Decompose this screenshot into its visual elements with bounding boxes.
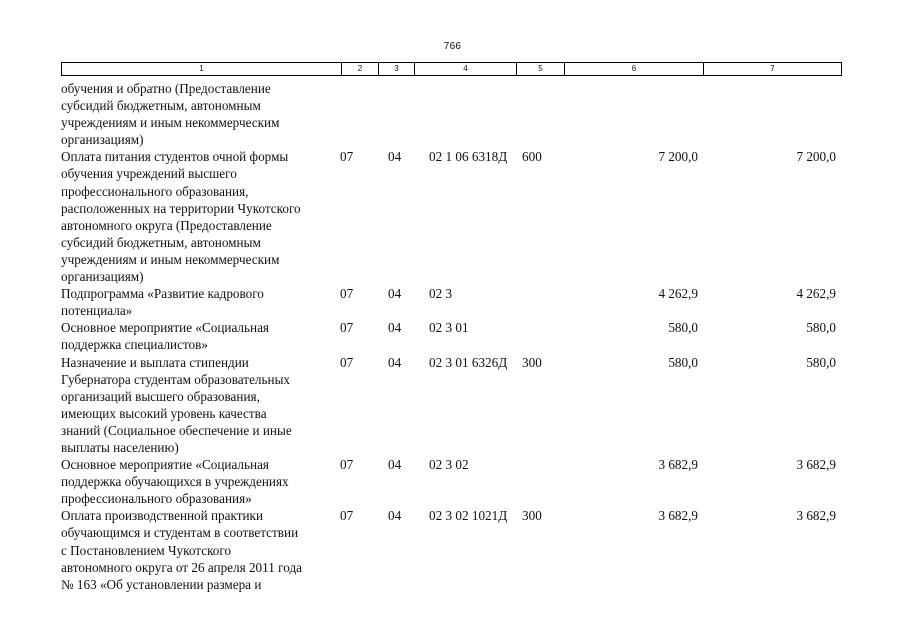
description-line: автономного округа от 26 апреля 2011 года xyxy=(61,559,303,575)
header-col-5: 5 xyxy=(516,62,564,76)
description-line: организациям) xyxy=(61,269,144,285)
target-article-code: 02 3 02 1021Д xyxy=(429,508,508,524)
description-line: учреждениям и иным некоммерческим xyxy=(61,115,280,131)
subsection-code: 04 xyxy=(388,286,402,302)
amount-col-7: 580,0 xyxy=(806,354,836,370)
description-line: № 163 «Об установлении размера и xyxy=(61,576,262,592)
expense-type-code xyxy=(522,456,552,507)
description-line: выплаты населению) xyxy=(61,439,179,455)
table-row xyxy=(61,354,842,457)
description-line: учреждениям и иным некоммерческим xyxy=(61,251,280,267)
amount-col-6: 7 200,0 xyxy=(658,149,698,165)
description-line: знаний (Социальное обеспечение и иные xyxy=(61,422,292,438)
description-line: автономного округа (Предоставление xyxy=(61,217,272,233)
target-article-code: 02 3 xyxy=(429,286,453,302)
amount-col-6: 3 682,9 xyxy=(658,457,698,473)
target-article-code: 02 3 02 xyxy=(429,457,469,473)
row-description xyxy=(61,456,340,507)
subsection-code: 04 xyxy=(388,457,402,473)
header-col-3: 3 xyxy=(378,62,414,76)
subsection-code: 04 xyxy=(388,320,402,336)
description-line: обучающимся и студентам в соответствии xyxy=(61,525,299,541)
description-line: Губернатора студентам образовательных xyxy=(61,371,291,387)
subsection-code xyxy=(377,80,414,148)
table-row xyxy=(61,80,842,148)
table-row xyxy=(61,148,842,285)
description-line: профессионального образования» xyxy=(61,491,252,507)
header-col-2: 2 xyxy=(341,62,378,76)
table-header xyxy=(61,62,842,76)
description-line: Основное мероприятие «Социальная xyxy=(61,320,269,336)
description-line: Назначение и выплата стипендии xyxy=(61,354,249,370)
amount-col-6: 580,0 xyxy=(668,354,698,370)
table-row xyxy=(61,319,842,353)
page-number: 766 xyxy=(443,41,462,52)
table-row xyxy=(61,285,842,319)
header-col-7: 7 xyxy=(703,62,842,76)
expense-type-code: 600 xyxy=(522,149,542,165)
expense-type-code xyxy=(522,285,552,319)
table-row xyxy=(61,456,842,507)
target-article-code: 02 1 06 6318Д xyxy=(429,149,508,165)
expense-type-code xyxy=(522,80,552,148)
table-row xyxy=(61,507,842,592)
description-line: субсидий бюджетным, автономным xyxy=(61,98,261,114)
description-line: потенциала» xyxy=(61,303,133,319)
section-code: 07 xyxy=(340,457,354,473)
amount-col-6: 4 262,9 xyxy=(658,286,698,302)
section-code: 07 xyxy=(340,320,354,336)
header-col-6: 6 xyxy=(564,62,703,76)
header-col-1: 1 xyxy=(61,62,341,76)
amount-col-7: 3 682,9 xyxy=(796,508,836,524)
row-description xyxy=(61,507,340,592)
description-line: профессионального образования, xyxy=(61,183,249,199)
amount-col-7: 580,0 xyxy=(806,320,836,336)
amount-col-6 xyxy=(552,80,698,148)
description-line: имеющих высокий уровень качества xyxy=(61,405,267,421)
expense-type-code: 300 xyxy=(522,508,542,524)
target-article-code: 02 3 01 6326Д xyxy=(429,354,508,370)
description-line: с Постановлением Чукотского xyxy=(61,542,232,558)
description-line: организациям) xyxy=(61,132,144,148)
section-code: 07 xyxy=(340,354,354,370)
description-line: обучения и обратно (Предоставление xyxy=(61,81,271,96)
amount-col-6: 3 682,9 xyxy=(658,508,698,524)
description-line: субсидий бюджетным, автономным xyxy=(61,234,261,250)
row-description xyxy=(61,354,340,457)
section-code xyxy=(340,80,377,148)
expense-type-code: 300 xyxy=(522,354,542,370)
description-line: обучения учреждений высшего xyxy=(61,166,237,182)
subsection-code: 04 xyxy=(388,149,402,165)
section-code: 07 xyxy=(340,508,354,524)
description-line: Основное мероприятие «Социальная xyxy=(61,457,269,473)
description-line: поддержка специалистов» xyxy=(61,337,208,353)
row-description xyxy=(61,319,340,353)
row-description xyxy=(61,148,340,285)
amount-col-6: 580,0 xyxy=(668,320,698,336)
section-code: 07 xyxy=(340,286,354,302)
target-article-code: 02 3 01 xyxy=(429,320,469,336)
amount-col-7: 4 262,9 xyxy=(796,286,836,302)
target-article-code xyxy=(414,80,522,148)
row-description xyxy=(61,80,340,148)
subsection-code: 04 xyxy=(388,508,402,524)
amount-col-7 xyxy=(698,80,836,148)
description-line: поддержка обучающихся в учреждениях xyxy=(61,474,289,490)
description-line: Оплата производственной практики xyxy=(61,508,264,524)
table-body xyxy=(61,80,842,593)
description-line: организаций высшего образования, xyxy=(61,388,260,404)
amount-col-7: 7 200,0 xyxy=(796,149,836,165)
description-line: Оплата питания студентов очной формы xyxy=(61,149,289,165)
subsection-code: 04 xyxy=(388,354,402,370)
description-line: расположенных на территории Чукотского xyxy=(61,200,301,216)
description-line: Подпрограмма «Развитие кадрового xyxy=(61,286,264,302)
section-code: 07 xyxy=(340,149,354,165)
row-description xyxy=(61,285,340,319)
amount-col-7: 3 682,9 xyxy=(796,457,836,473)
expense-type-code xyxy=(522,319,552,353)
header-col-4: 4 xyxy=(414,62,516,76)
